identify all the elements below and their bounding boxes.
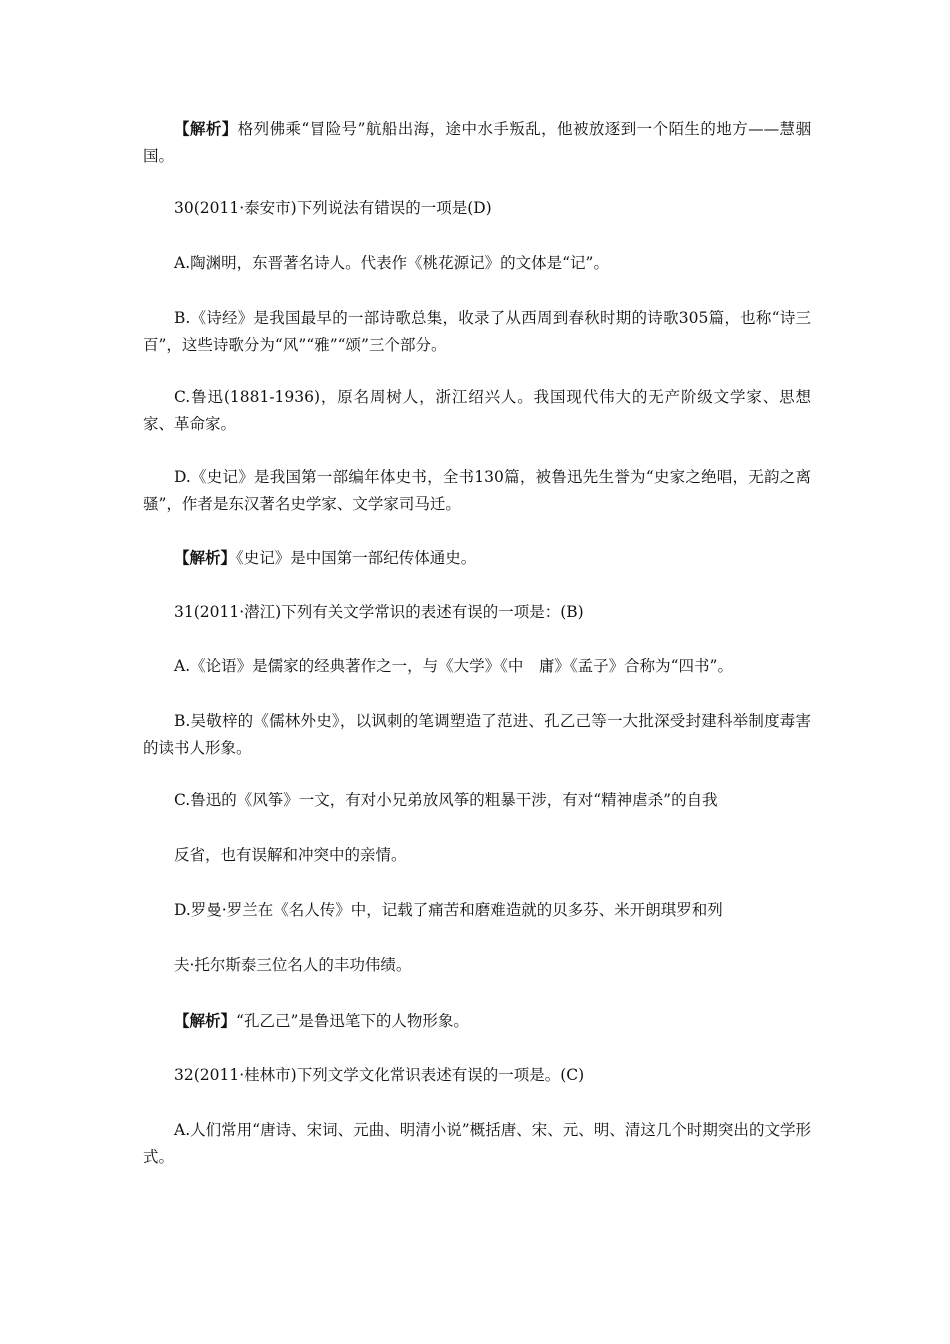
question-30-option-b: B.《诗经》是我国最早的一部诗歌总集，收录了从西周到春秋时期的诗歌305篇，也称“诗三百”，这些诗歌分为“风”“雅”“颂”三个部分。 — [143, 309, 811, 354]
question-31-option-d-line-1: D.罗曼·罗兰在《名人传》中，记载了痛苦和磨难造就的贝多芬、米开朗琪罗和列 — [174, 901, 723, 919]
question-31-option-b: B.吴敬梓的《儒林外史》，以讽刺的笔调塑造了范进、孔乙己等一大批深受封建科举制度毒害的读书人形象。 — [143, 712, 811, 757]
question-31-option-c-line-2: 反省，也有误解和冲突中的亲情。 — [174, 846, 407, 864]
question-31: 31(2011·潜江)下列有关文学常识的表述有误的一项是：(B) — [174, 603, 584, 621]
question-32-option-a: A.人们常用“唐诗、宋词、元曲、明清小说”概括唐、宋、元、明、清这几个时期突出的文学形式。 — [143, 1121, 811, 1166]
analysis-label: 【解析】 — [174, 1011, 237, 1030]
question-31-option-a: A.《论语》是儒家的经典著作之一，与《大学》《中 庸》《孟子》合称为“四书”。 — [174, 657, 733, 675]
question-30-option-d: D.《史记》是我国第一部编年体史书，全书130篇，被鲁迅先生誉为“史家之绝唱，无韵之离骚”，作者是东汉著名史学家、文学家司马迁。 — [143, 468, 811, 513]
analysis-text: “孔乙己”是鲁迅笔下的人物形象。 — [236, 1012, 469, 1030]
question-30-option-c: C.鲁迅(1881-1936)，原名周树人，浙江绍兴人。我国现代伟大的无产阶级文学家、思想家、革命家。 — [143, 388, 811, 433]
analysis-paragraph-2 — [143, 544, 811, 572]
question-30-option-a: A.陶渊明，东晋著名诗人。代表作《桃花源记》的文体是“记”。 — [174, 254, 609, 272]
analysis-label: 【解析】 — [174, 548, 237, 567]
analysis-text: 《史记》是中国第一部纪传体通史。 — [236, 549, 477, 567]
analysis-paragraph-1 — [143, 115, 811, 170]
question-31-option-d-line-2: 夫·托尔斯泰三位名人的丰功伟绩。 — [174, 956, 412, 974]
analysis-text: 格列佛乘“冒险号”航船出海，途中水手叛乱，他被放逐到一个陌生的地方——慧骃国。 — [143, 120, 811, 165]
question-31-option-c-line-1: C.鲁迅的《风筝》一文，有对小兄弟放风筝的粗暴干涉，有对“精神虐杀”的自我 — [174, 791, 718, 809]
question-30: 30(2011·泰安市)下列说法有错误的一项是(D) — [174, 199, 492, 217]
analysis-label: 【解析】 — [174, 119, 238, 138]
analysis-paragraph-3 — [143, 1007, 811, 1035]
question-32: 32(2011·桂林市)下列文学文化常识表述有误的一项是。(C) — [174, 1066, 585, 1084]
